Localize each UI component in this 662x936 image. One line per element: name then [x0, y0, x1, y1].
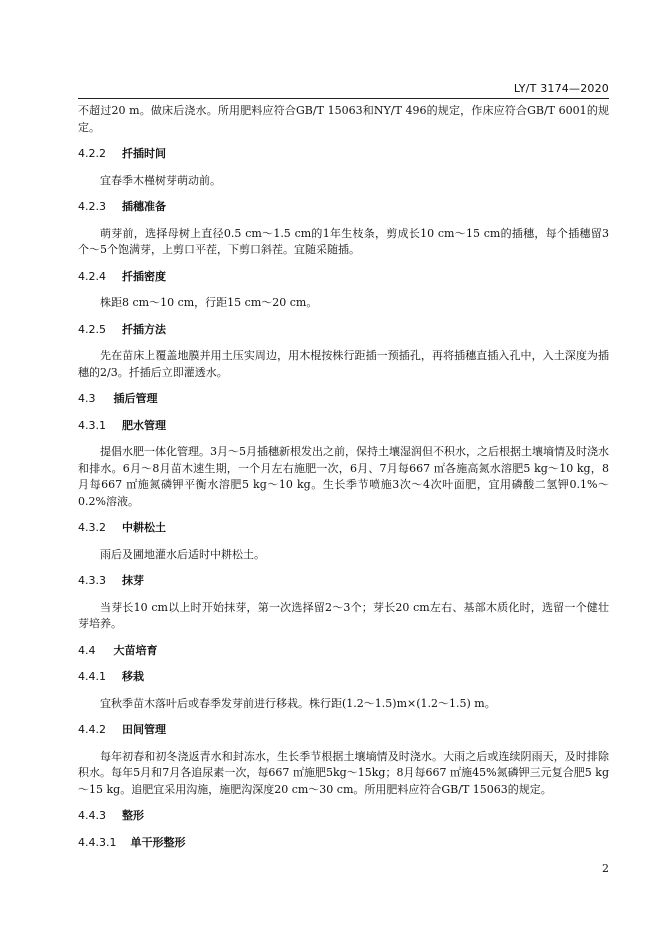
paragraph: 株距8 cm～10 cm，行距15 cm～20 cm。	[100, 296, 318, 309]
section-title: 中耕松土	[122, 521, 166, 534]
document-body	[78, 103, 609, 861]
paragraph: 当芽长10 cm以上时开始抹芽，第一次选择留2～3个；芽长20 cm左右、基部木质化时，选留一个健壮芽培养。	[78, 600, 609, 630]
section-number: 4.3.2	[78, 521, 106, 534]
paragraph: 先在苗床上覆盖地膜并用土压实周边，用木棍按株行距插一预插孔，再将插穗直插入孔中，入土深度为插穗的2/3。扦插后立即灌透水。	[78, 349, 609, 379]
section-heading	[78, 322, 609, 339]
paragraph: 宜秋季苗木落叶后或春季发芽前进行移栽。株行距(1.2～1.5)m×(1.2～1.5) m。	[100, 696, 496, 710]
document-id: LY/T 3174—2020	[513, 82, 609, 95]
section-number: 4.2.3	[78, 200, 106, 213]
section-number: 4.4	[78, 643, 96, 657]
section-heading	[78, 835, 609, 852]
section-heading	[78, 808, 609, 825]
section-number: 4.2.2	[78, 147, 106, 160]
section-title: 整形	[122, 809, 144, 822]
paragraph: 宜春季木槿树芽萌动前。	[100, 173, 221, 187]
section-heading	[78, 669, 609, 686]
paragraph: 不超过20 m。做床后浇水。所用肥料应符合GB/T 15063和NY/T 496的规定，作床应符合GB/T 6001的规定。	[78, 104, 609, 134]
section-number: 4.4.3.1	[78, 835, 117, 849]
section-number: 4.2.5	[78, 322, 106, 336]
section-heading	[78, 643, 609, 660]
page-number: 2	[602, 862, 609, 875]
paragraph: 提倡水肥一体化管理。3月～5月插穗新根发出之前，保持土壤湿润但不积水，之后根据土壤墒情及时浇水和排水。6月～8月苗木速生期，一个月左右施肥一次，6月、7月每667 ㎡各施高氮水溶肥5 kg～10 kg，8月每667 ㎡施氮磷钾平衡水溶肥5 kg～10 kg。生长季节喷施3次～4次叶面肥，宜用磷酸二氢钾0.1%～0.2%溶液。	[78, 445, 609, 508]
section-number: 4.4.2	[78, 723, 106, 736]
section-heading	[78, 722, 609, 739]
section-heading	[78, 520, 609, 537]
section-number: 4.3.1	[78, 418, 106, 432]
section-title: 田间管理	[122, 723, 166, 736]
section-number: 4.4.3	[78, 809, 106, 822]
section-title: 抹芽	[122, 574, 144, 587]
section-number: 4.3	[78, 392, 96, 405]
section-heading	[78, 391, 609, 408]
section-title: 单干形整形	[130, 835, 186, 849]
section-title: 扦插方法	[122, 322, 166, 336]
section-title: 肥水管理	[122, 418, 166, 432]
section-number: 4.2.4	[78, 269, 106, 283]
paragraph: 雨后及圃地灌水后适时中耕松土。	[100, 547, 265, 561]
header-rule	[78, 98, 609, 99]
section-title: 插后管理	[113, 392, 158, 405]
paragraph: 每年初春和初冬浇返青水和封冻水，生长季节根据土壤墒情及时浇水。大雨之后或连续阴雨天，及时排除积水。每年5月和7月各追尿素一次，每667 ㎡施肥5kg～15kg；8月每667 ㎡施45%氮磷钾三元复合肥5 kg～15 kg。追肥宜采用沟施，施肥沟深度20 cm～30 cm。所用肥料应符合GB/T 15063的规定。	[78, 749, 609, 796]
section-heading	[78, 573, 609, 590]
section-number: 4.4.1	[78, 670, 106, 683]
section-number: 4.3.3	[78, 574, 106, 587]
section-heading	[78, 199, 609, 216]
section-title: 扦插密度	[122, 269, 166, 283]
section-heading	[78, 418, 609, 435]
section-title: 移栽	[122, 670, 144, 683]
section-title: 插穗准备	[122, 200, 166, 213]
section-heading	[78, 146, 609, 163]
section-heading	[78, 269, 609, 286]
paragraph: 萌芽前，选择母树上直径0.5 cm～1.5 cm的1年生枝条，剪成长10 cm～15 cm的插穗，每个插穗留3个～5个饱满芽，上剪口平茬，下剪口斜茬。宜随采随插。	[78, 226, 609, 256]
section-title: 扦插时间	[122, 147, 166, 160]
section-title: 大苗培育	[113, 643, 158, 657]
